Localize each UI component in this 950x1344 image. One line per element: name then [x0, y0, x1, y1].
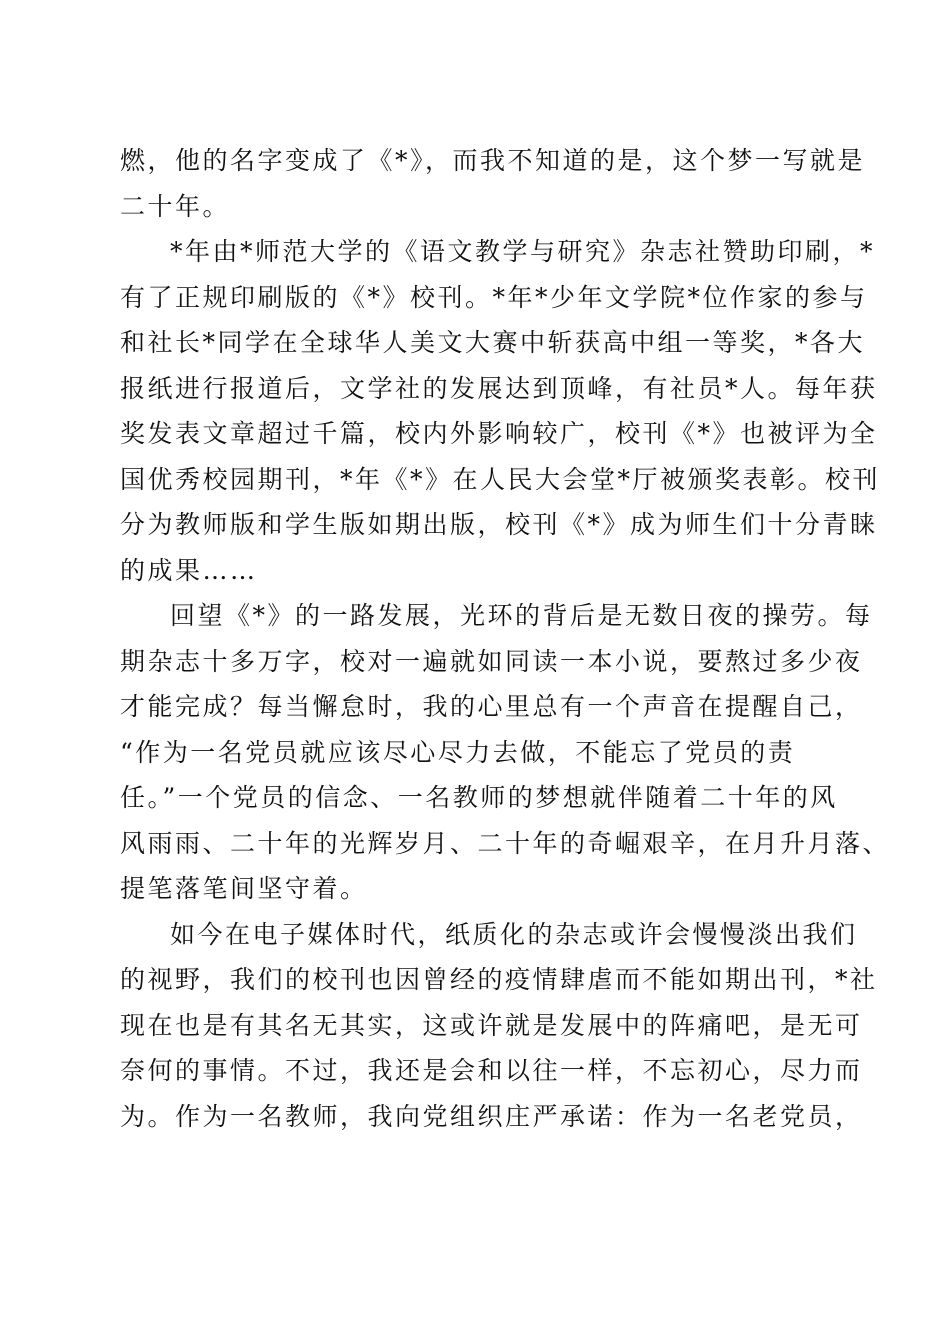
text-line: 国优秀校园期刊，*年《*》在人民大会堂*厅被颁奖表彰。校刊	[120, 464, 881, 494]
text-line: 任。”一个党员的信念、一名教师的梦想就伴随着二十年的风	[120, 783, 838, 812]
text-line: 如今在电子媒体时代，纸质化的杂志或许会慢慢淡出我们	[170, 919, 858, 949]
text-line: 有了正规印刷版的《*》校刊。*年*少年文学院*位作家的参与	[120, 282, 868, 312]
paragraph-continuation	[120, 138, 866, 229]
text-line: 为。作为一名教师，我向党组织庄严承诺：作为一名老党员，	[120, 1101, 863, 1131]
text-line: 回望《*》的一路发展，光环的背后是无数日夜的操劳。每	[170, 601, 873, 630]
paragraph-school-magazine-history	[120, 229, 881, 593]
text-line: 现在也是有其名无其实，这或许就是发展中的阵痛吧，是无可	[120, 1010, 863, 1040]
paragraph-looking-back	[120, 593, 891, 912]
paragraph-digital-era	[120, 912, 878, 1140]
text-line: 风雨雨、二十年的光辉岁月、二十年的奇崛艰辛，在月升月落、	[120, 828, 891, 858]
text-line: “作为一名党员就应该尽心尽力去做，不能忘了党员的责	[120, 737, 796, 767]
text-line: 奈何的事情。不过，我还是会和以往一样，不忘初心，尽力而	[120, 1056, 863, 1085]
document-body	[120, 138, 891, 1139]
text-line: 提笔落笔间坚守着。	[120, 874, 368, 903]
text-line: 二十年。	[120, 191, 231, 221]
text-line: 报纸进行报道后，文学社的发展达到顶峰，有社员*人。每年获	[120, 373, 878, 403]
text-line: 的视野，我们的校刊也因曾经的疫情肆虐而不能如期出刊，*社	[120, 965, 878, 994]
text-line: 期杂志十多万字，校对一遍就如同读一本小说，要熬过多少夜	[120, 646, 863, 676]
text-line: *年由*师范大学的《语文教学与研究》杂志社赞助印刷，*	[170, 237, 876, 266]
text-line: 的成果……	[120, 555, 258, 585]
text-line: 和社长*同学在全球华人美文大赛中斩获高中组一等奖，*各大	[120, 328, 866, 357]
text-line: 才能完成？每当懈怠时，我的心里总有一个声音在提醒自己，	[120, 692, 863, 721]
text-line: 分为教师版和学生版如期出版，校刊《*》成为师生们十分青睐	[120, 510, 878, 539]
text-line: 燃，他的名字变成了《*》，而我不知道的是，这个梦一写就是	[120, 146, 866, 175]
text-line: 奖发表文章超过千篇，校内外影响较广，校刊《*》也被评为全	[120, 419, 878, 448]
